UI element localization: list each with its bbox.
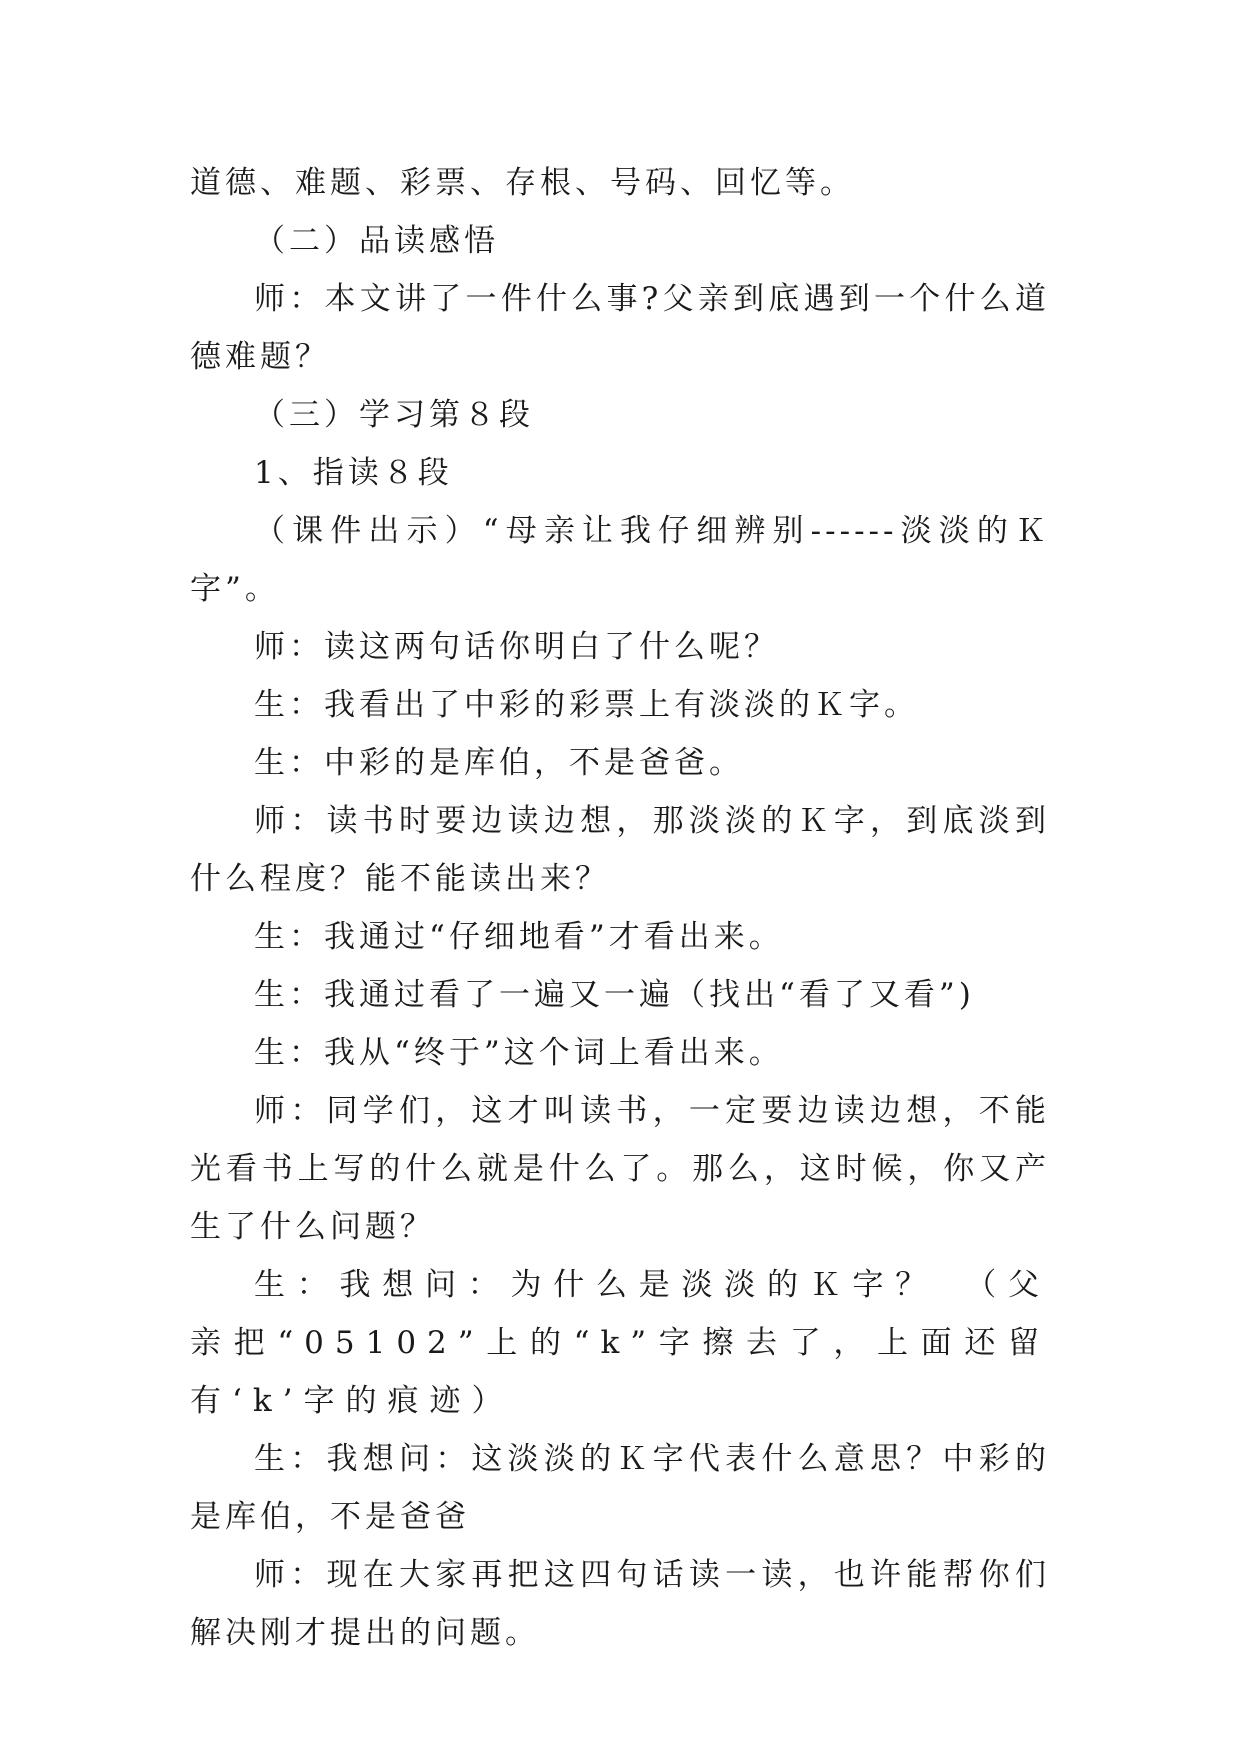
body-paragraph: 师：本文讲了一件什么事?父亲到底遇到一个什么道德难题？ (190, 281, 1050, 375)
body-paragraph: 生：我通过看了一遍又一遍（找出“看了又看”) (254, 977, 975, 1013)
body-paragraph: 生：我想问：这淡淡的Ｋ字代表什么意思？中彩的是库伯，不是爸爸 (190, 1441, 1050, 1535)
body-paragraph: 生：中彩的是库伯，不是爸爸。 (254, 745, 744, 781)
document-body (190, 154, 1050, 1662)
body-paragraph: 生：我从“终于”这个词上看出来。 (254, 1035, 784, 1071)
section-heading: （二）品读感悟 (254, 223, 499, 259)
body-paragraph: 生：我想问：为什么是淡淡的Ｋ字？ （父亲把“05102”上的“k”字擦去了，上面还留有‘k’字的痕迹） (190, 1267, 1050, 1419)
body-paragraph: 师：读这两句话你明白了什么呢？ (254, 629, 779, 665)
section-heading: （三）学习第８段 (254, 397, 534, 433)
body-paragraph: 师：同学们，这才叫读书，一定要边读边想，不能光看书上写的什么就是什么了。那么，这时候，你又产生了什么问题？ (190, 1093, 1050, 1245)
body-paragraph: 师：读书时要边读边想，那淡淡的Ｋ字，到底淡到什么程度？能不能读出来？ (190, 803, 1050, 897)
body-paragraph: （课件出示）“母亲让我仔细辨别------淡淡的Ｋ字”。 (190, 513, 1050, 607)
body-paragraph: 生：我看出了中彩的彩票上有淡淡的Ｋ字。 (254, 687, 919, 723)
body-paragraph: 道德、难题、彩票、存根、号码、回忆等。 (190, 165, 855, 201)
body-paragraph: 1、指读８段 (254, 455, 453, 491)
body-paragraph: 生：我通过“仔细地看”才看出来。 (254, 919, 784, 955)
body-paragraph: 师：现在大家再把这四句话读一读，也许能帮你们解决刚才提出的问题。 (190, 1557, 1050, 1651)
